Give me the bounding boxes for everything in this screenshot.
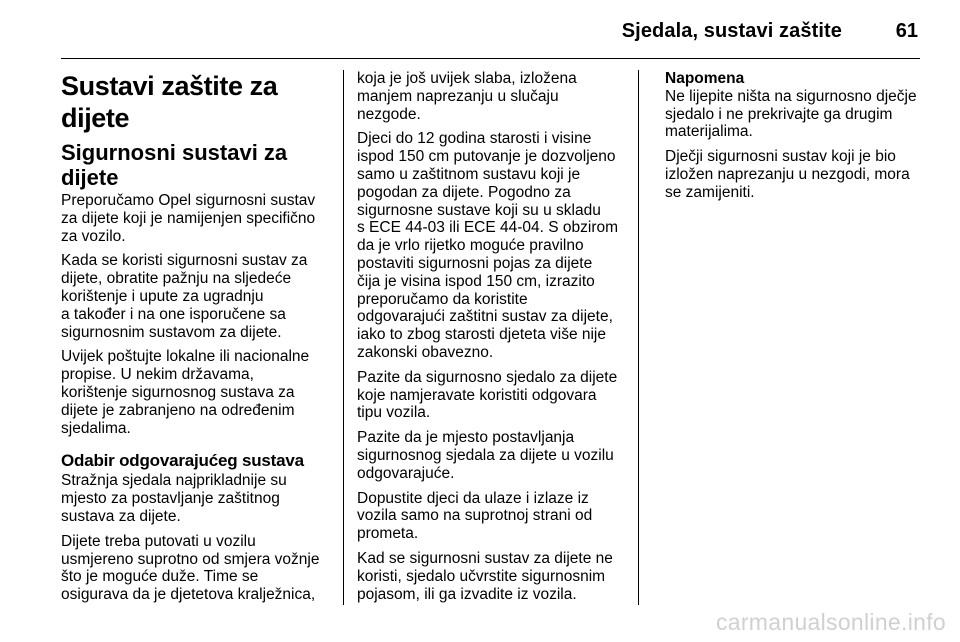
paragraph: Dopustite djeci da ulaze i izlaze iz vozila samo na suprotnoj strani od prometa.	[357, 489, 593, 543]
paragraph: Kad se sigurnosni sustav za dijete ne koristi, sjedalo učvrstite sigurnosnim pojasom, ili ga izvadite iz vozila.	[357, 549, 613, 603]
chapter-heading: Sustavi zaštite za dijete	[61, 71, 278, 133]
paragraph: Dijete treba putovati u vozilu usmjereno suprotno od smjera vožnje što je moguće duže. Time se osigurava da je djetetova kralježnica,	[61, 532, 320, 604]
paragraph: Preporučamo Opel sigurnosni sustav za dijete koji je namijenjen specifično za vozilo.	[61, 192, 316, 245]
page-number: 61	[895, 20, 918, 42]
running-header-title: Sjedala, sustavi zaštite	[621, 20, 842, 42]
paragraph: Djeci do 12 godina starosti i visine ispod 150 cm putovanje je dozvoljeno samo u zaštitnom sustavu koji je pogodan za dijete. Pogodno za sigurnosne sustave koji su u skladu s ECE 44-03 ili ECE 44-04. S obzirom da je vrlo rijetko moguće pravilno postaviti sigurnosni pojas za dijete čija je visina ispod 150 cm, izrazito preporučamo da koristite odgovarajući zaštitni sustav za dijete, iako to zbog starosti djeteta više nije zakonski obavezno.	[357, 130, 619, 361]
header-divider	[61, 58, 920, 59]
page-header	[0, 0, 960, 58]
column-middle	[357, 70, 625, 610]
note-heading: Napomena	[665, 70, 745, 87]
column-left	[61, 70, 329, 611]
paragraph: Pazite da je mjesto postavljanja sigurnosnog sjedala za dijete u vozilu odgovarajuće.	[357, 429, 614, 482]
subsection-heading: Odabir odgovarajućeg sustava	[61, 451, 304, 471]
column-divider	[638, 70, 639, 605]
paragraph: Dječji sigurnosni sustav koji je bio izložen naprezanju u nezgodi, mora se zamijeniti.	[665, 148, 910, 201]
paragraph: Kada se koristi sigurnosni sustav za dijete, obratite pažnju na sljedeće korištenje i upute za ugradnju a također i na one isporučene sa sigurnosnim sustavom za dijete.	[61, 252, 308, 341]
paragraph: koja je još uvijek slaba, izložena manjem naprezanju u slučaju nezgode.	[357, 70, 577, 123]
column-divider	[343, 70, 344, 605]
paragraph: Pazite da sigurnosno sjedalo za dijete koje namjeravate koristiti odgovara tipu vozila.	[357, 368, 618, 422]
paragraph: Stražnja sjedala najprikladnije su mjesto za postavljanje zaštitnog sustava za dijete.	[61, 472, 287, 525]
section-heading: Sigurnosni sustavi za dijete	[61, 140, 288, 190]
note-paragraph: Ne lijepite ništa na sigurnosno dječje sjedalo i ne prekrivajte ga drugim materijalima.	[665, 87, 917, 141]
paragraph: Uvijek poštujte lokalne ili nacionalne propise. U nekim državama, korištenje sigurnosnog sustava za dijete je zabranjeno na određenim sjedalima.	[61, 348, 310, 437]
watermark: carmanualsonline.info	[715, 609, 946, 635]
column-right	[665, 70, 923, 209]
